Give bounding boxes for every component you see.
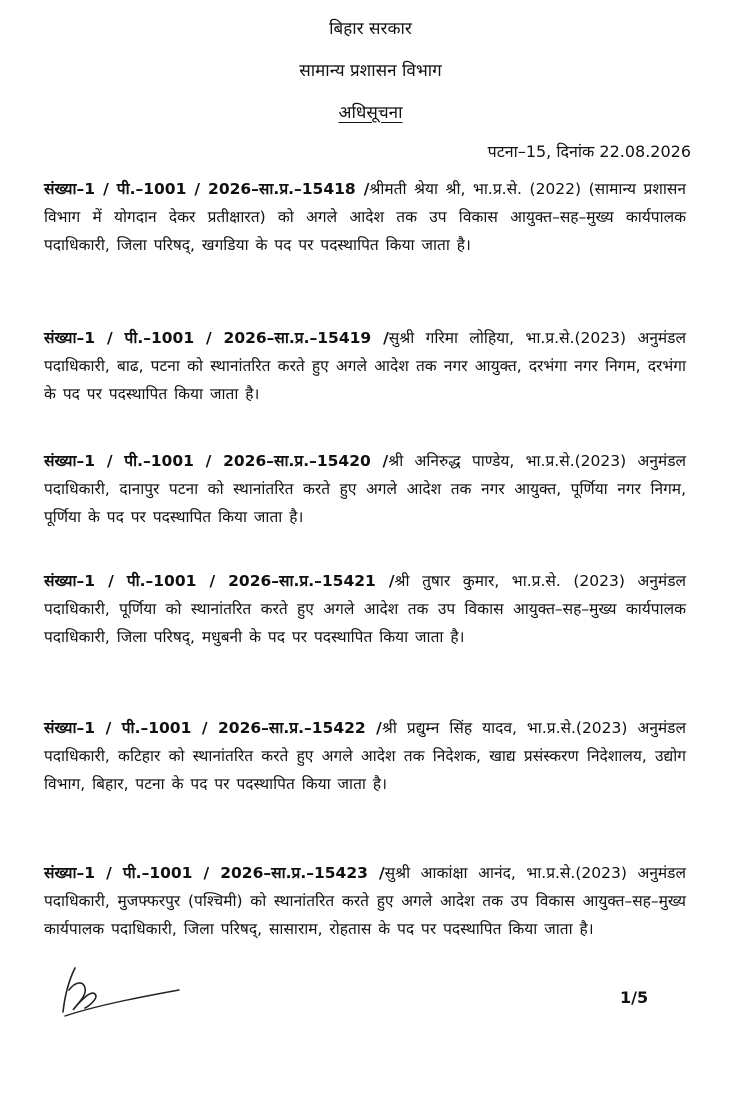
order-text: श्री अनिरुद्ध पाण्डेय, भा.प्र.से.(2023) अनुमंडल पदाधिकारी, दानापुर पटना को स्थानांतरित करते हुए अगले आदेश तक नगर आयुक्त, पूर्णिया नगर निगम, पूर्णिया के पद पर पदस्थापित किया जाता है। — [44, 452, 686, 526]
place-date-line: पटना–15, दिनांक 22.08.2026 — [487, 142, 691, 161]
order-text: श्री तुषार कुमार, भा.प्र.से. (2023) अनुमंडल पदाधिकारी, पूर्णिया को स्थानांतरित करते हुए अगले आदेश तक उप विकास आयुक्त–सह–मुख्य कार्यपालक पदाधिकारी, जिला परिषद्, मधुबनी के पद पर पदस्थापित किया जाता है। — [44, 572, 686, 646]
order-entry-1 — [44, 175, 686, 259]
order-text: श्री प्रद्युम्न सिंह यादव, भा.प्र.से.(2023) अनुमंडल पदाधिकारी, कटिहार को स्थानांतरित करते हुए अगले आदेश तक निदेशक, खाद्य प्रसंस्करण निदेशालय, उद्योग विभाग, बिहार, पटना के पद पर पदस्थापित किया जाता है। — [44, 719, 686, 793]
department-heading: सामान्य प्रशासन विभाग — [299, 61, 442, 81]
order-reference: संख्या–1 / पी.–1001 / 2026–सा.प्र.–15421 / — [44, 572, 395, 590]
order-entry-2 — [44, 324, 686, 408]
order-reference: संख्या–1 / पी.–1001 / 2026–सा.प्र.–15419 / — [44, 329, 389, 347]
order-text: श्रीमती श्रेया श्री, भा.प्र.से. (2022) (सामान्य प्रशासन विभाग में योगदान देकर प्रतीक्षारत) को अगले आदेश तक उप विकास आयुक्त–सह–मुख्य कार्यपालक पदाधिकारी, जिला परिषद्, खगडिया के पद पर पदस्थापित किया जाता है। — [44, 180, 686, 254]
order-text: सुश्री आकांक्षा आनंद, भा.प्र.से.(2023) अनुमंडल पदाधिकारी, मुजफ्फरपुर (पश्चिमी) को स्थानांतरित करते हुए अगले आदेश तक उप विकास आयुक्त–सह–मुख्य कार्यपालक पदाधिकारी, जिला परिषद्, सासाराम, रोहतास के पद पर पदस्थापित किया जाता है। — [44, 864, 686, 938]
order-reference: संख्या–1 / पी.–1001 / 2026–सा.प्र.–15422 / — [44, 719, 382, 737]
order-reference: संख्या–1 / पी.–1001 / 2026–सा.प्र.–15423 / — [44, 864, 385, 882]
order-text: सुश्री गरिमा लोहिया, भा.प्र.से.(2023) अनुमंडल पदाधिकारी, बाढ, पटना को स्थानांतरित करते हुए अगले आदेश तक नगर आयुक्त, दरभंगा नगर निगम, दरभंगा के पद पर पदस्थापित किया जाता है। — [44, 329, 686, 403]
order-reference: संख्या–1 / पी.–1001 / 2026–सा.प्र.–15420 / — [44, 452, 389, 470]
government-heading: बिहार सरकार — [329, 19, 412, 39]
order-entry-3 — [44, 447, 686, 531]
order-entry-6 — [44, 859, 686, 943]
document-type-heading: अधिसूचना — [338, 103, 403, 123]
order-entry-4 — [44, 567, 686, 651]
order-entry-5 — [44, 714, 686, 798]
page-number: 1/5 — [620, 988, 649, 1007]
order-reference: संख्या–1 / पी.–1001 / 2026–सा.प्र.–15418 / — [44, 180, 370, 198]
handwritten-signature — [55, 960, 185, 1022]
